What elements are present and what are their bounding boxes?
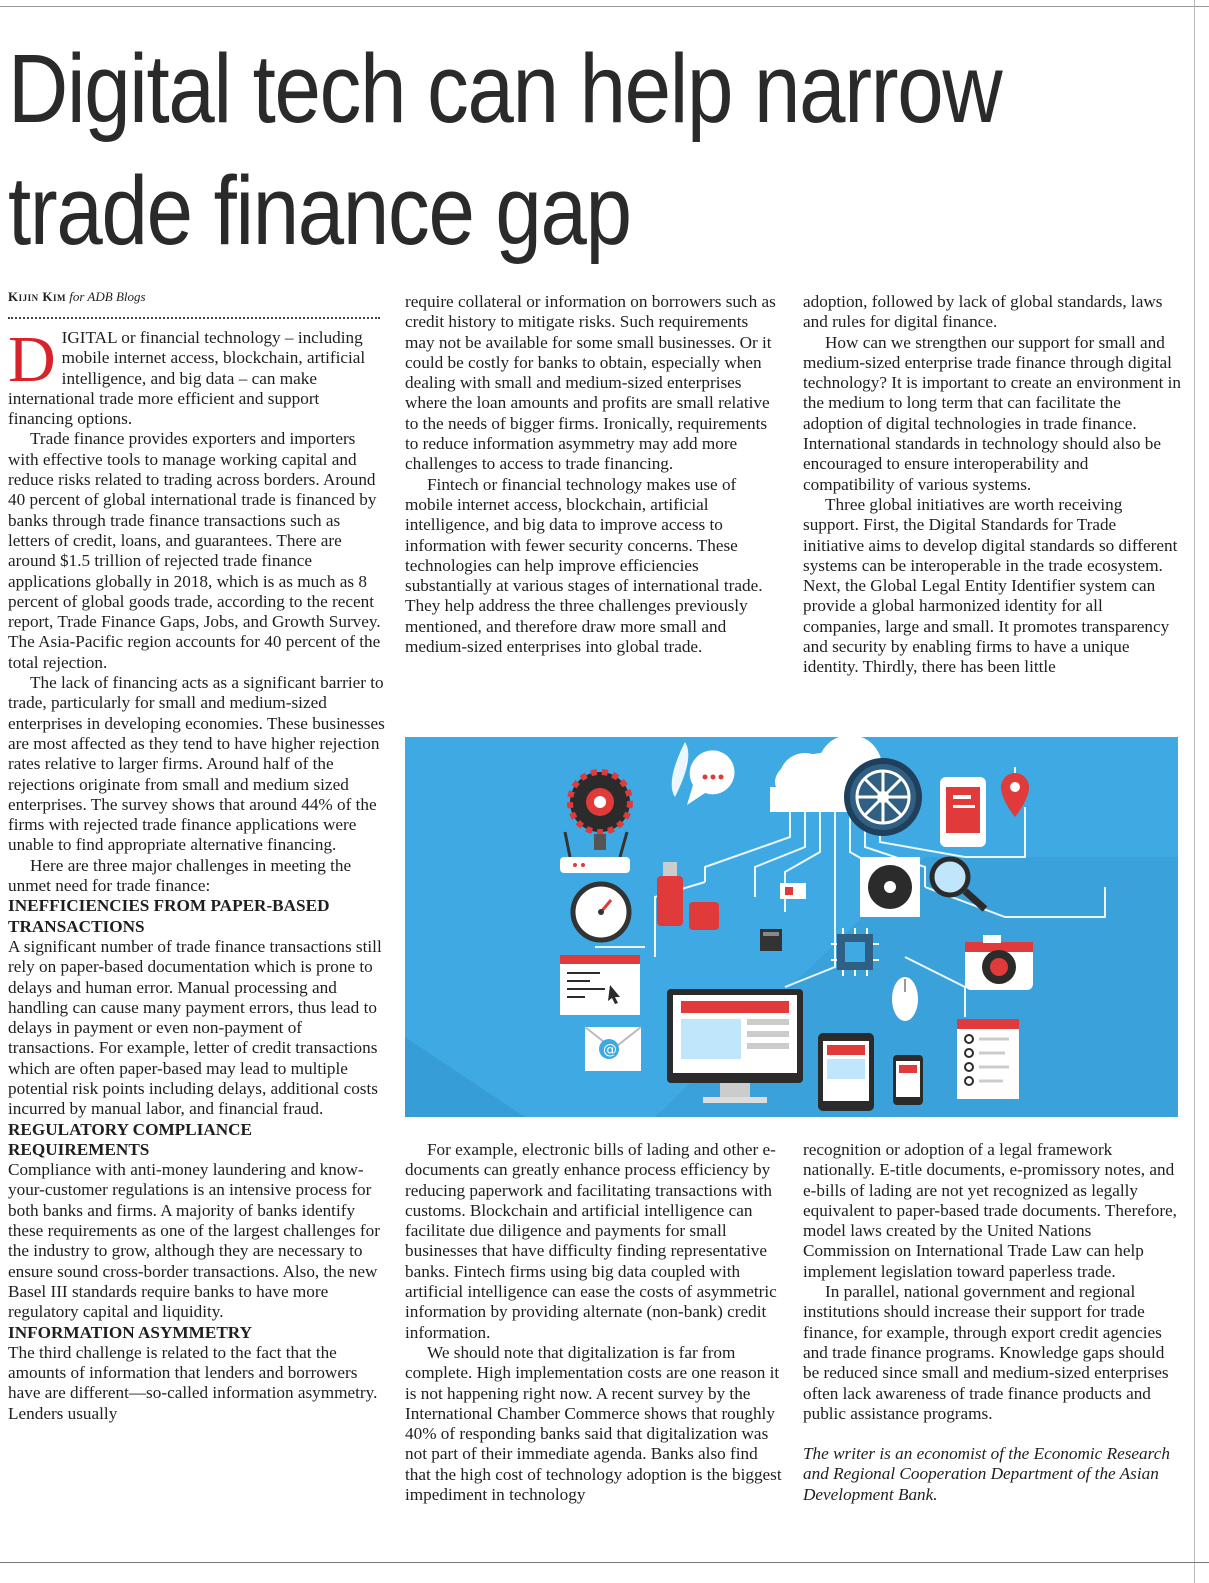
paragraph: recognition or adoption of a legal framework nationally. E-title documents, e-promissory notes, and e-bills of lading are not yet recognized as legally equivalent to paper-based trade documents. Therefore, model laws created by the United Nations Commission on International Trade Law can help implement legislation toward paperless trade.: [803, 1140, 1177, 1281]
right-rule: [1194, 0, 1195, 1583]
article-column-1: [8, 323, 386, 1424]
paragraph: The lack of financing acts as a significant barrier to trade, particularly for small and medium-sized enterprises in developing economies. These businesses are most affected as they tend to have higher rejection rates relative to larger firms. Around half of the rejections originate from small and medium sized enterprises. The survey shows that around 44% of the firms with rejected trade finance applications were unable to find appropriate alternative financing.: [8, 673, 385, 855]
paragraph: A significant number of trade finance transactions still rely on paper-based documentation which is prone to delays and human error. Manual processing and handling can cause many payment errors, thus lead to delays in payment or even non-payment of transactions. For example, letter of credit transactions which are often paper-based may lead to multiple potential risk points including delays, additional costs incurred by manual labor, and financial fraud.: [8, 936, 382, 1119]
tablet-icon: [818, 1033, 874, 1111]
paragraph: How can we strengthen our support for small and medium-sized enterprise trade finance through digital technology? It is important to create an environment in the medium to long term that can facilitate the adoption of digital technologies in trade finance. International standards in technology should also be encouraged to ensure interoperability and compatibility of various systems.: [803, 332, 1182, 494]
byline-source: for ADB Blogs: [69, 289, 146, 304]
byline: [8, 289, 146, 305]
disc-icon: [860, 857, 920, 917]
chip-icon: [831, 928, 879, 976]
article-column-3-top: [803, 292, 1181, 678]
gauge-icon: [573, 884, 629, 940]
phone-icon: [940, 777, 986, 847]
paragraph: For example, electronic bills of lading and other e-documents can greatly enhance process efficiency by reducing paperwork and facilitating transactions with customs. Blockchain and artificial intelligence can facilitate due diligence and payments for small businesses that have difficulty finding representative banks. Fintech firms using big data coupled with artificial intelligence can ease the costs of asymmetric information by providing alternate (non-bank) credit information.: [405, 1140, 777, 1342]
paragraph: Three global initiatives are worth receiving support. First, the Digital Standards for Trade initiative aims to develop digital standards so different systems can be interoperable in the trade ecosystem. Next, the Global Legal Entity Identifier system can provide a global harmonized identity for all companies, large and small. It promotes transparency and security by enabling firms to have a unique identity. Thirdly, there has been little: [803, 494, 1178, 677]
paragraph: We should note that digitalization is far from complete. High implementation costs are one reason it is not happening right now. A recent survey by the International Chamber Commerce shows that roughly 40% of responding banks said that digitalization was not part of their immediate agenda. Banks also find that the high cost of technology adoption is the biggest impediment in technology: [405, 1342, 782, 1505]
paragraph: Trade finance provides exporters and importers with effective tools to manage working capital and reduce risks related to trading across borders. Around 40 percent of global international trade is financed by banks through trade finance transactions such as letters of credit, loans, and guarantees. There are around $1.5 trillion of rejected trade finance applications globally in 2018, which is as much as 8 percent of global goods trade, according to the recent report, Trade Finance Gaps, Jobs, and Growth Survey. The Asia-Pacific region accounts for 40 percent of the total rejection.: [8, 429, 381, 672]
paragraph: Fintech or financial technology makes use of mobile internet access, blockchain, artificial intelligence, and big data to improve access to information with fewer security concerns. These technologies can help improve efficiencies substantially at various stages of international trade. They help address the three challenges previously mentioned, and therefore draw more small and medium-sized enterprises into global trade.: [405, 474, 763, 657]
byline-author: Kijin Kim: [8, 289, 66, 304]
bottom-rule: [0, 1562, 1209, 1563]
paragraph: Compliance with anti-money laundering and know-your-customer regulations is an intensive process for both banks and firms. A majority of banks identify these requirements as one of the largest challenges for the industry to grow, although they are necessary to ensure sound cross-border transactions. Also, the new Basel III standards require banks to have more regulatory capital and liquidity.: [8, 1160, 380, 1322]
headline-line-2: trade finance gap: [8, 156, 631, 265]
paragraph: adoption, followed by lack of global standards, laws and rules for digital finance.: [803, 292, 1163, 332]
author-note: The writer is an economist of the Economic Research and Regional Cooperation Department of the Asian Development Bank.: [803, 1444, 1170, 1504]
headline: [8, 28, 1023, 272]
wheel-icon: [847, 761, 919, 833]
paragraph: require collateral or information on borrowers such as credit history to mitigate risks. Such requirements may not be available for some small businesses. Or it could be costly for banks to obtain, especially when dealing with small and medium-sized enterprises where the loan amounts and profits are small relative to the needs of bigger firms. Ironically, requirements to reduce information asymmetry may add more challenges to access to trade financing.: [405, 292, 776, 474]
sd-card-icon: [760, 929, 782, 951]
article-column-3-bottom: [803, 1140, 1181, 1505]
svg-text:@: @: [603, 1042, 617, 1058]
intro-paragraph: [8, 323, 386, 429]
tech-illustration: [405, 737, 1178, 1117]
top-rule: [0, 6, 1209, 7]
paragraph: In parallel, national government and regional institutions should increase their support for trade finance, for example, through export credit agencies and trade finance programs. Knowledge gaps should be reduced since small and medium-sized enterprises often lack awareness of trade finance products and public assistance programs.: [803, 1282, 1169, 1423]
checklist-icon: [957, 1019, 1019, 1099]
article-column-2-top: [405, 292, 781, 657]
paragraph: Here are three major challenges in meeting the unmet need for trade finance:: [8, 855, 352, 896]
paragraph: The third challenge is related to the fact that the amounts of information that lenders and borrowers have are different—so-called information asymmetry. Lenders usually: [8, 1342, 378, 1423]
camera-icon: [965, 935, 1033, 990]
section-heading: REGULATORY COMPLIANCE REQUIREMENTS: [8, 1119, 253, 1159]
drop-cap: D: [8, 323, 56, 396]
browser-window-icon: [560, 955, 640, 1015]
email-icon: [585, 1027, 641, 1071]
section-heading: INEFFICIENCIES FROM PAPER-BASED TRANSACTIONS: [8, 896, 330, 936]
smartphone-icon: [893, 1055, 923, 1105]
headline-line-1: Digital tech can help narrow: [8, 34, 1002, 143]
mouse-icon: [892, 977, 918, 1021]
article-column-2-bottom: [405, 1140, 783, 1505]
section-heading: INFORMATION ASYMMETRY: [8, 1322, 252, 1342]
byline-divider: [8, 317, 380, 319]
intro-text: IGITAL or financial technology – including mobile internet access, blockchain, artificial intelligence, and big data – can make international trade more efficient and support financing options.: [8, 328, 366, 429]
